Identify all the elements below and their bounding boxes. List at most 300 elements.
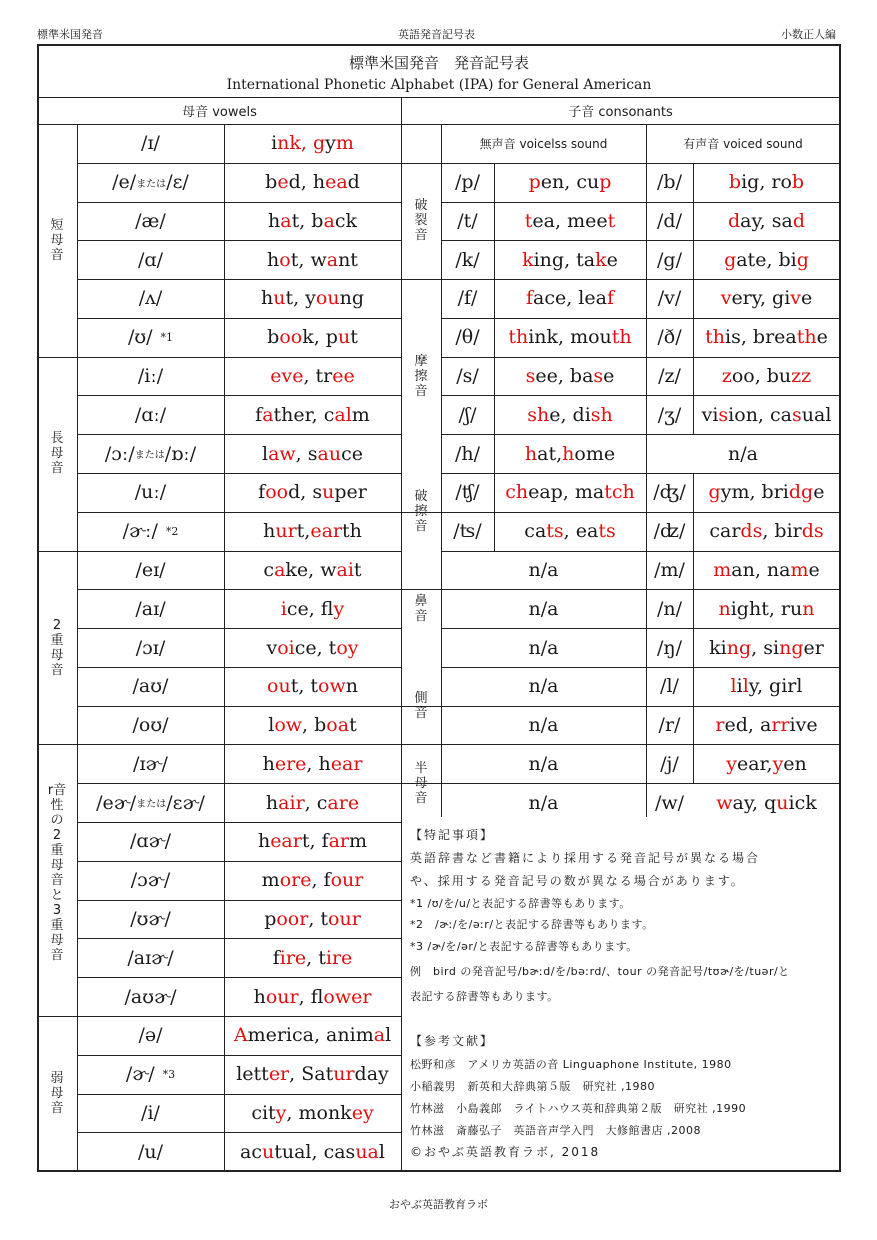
voiced-example <box>693 240 840 279</box>
ipa-symbol: /eɚ/ <box>96 791 137 814</box>
word-text: ay, q <box>732 791 777 814</box>
header-right: 小数正人編 <box>781 28 836 41</box>
highlight-letters: k <box>522 248 534 271</box>
word-text: f <box>258 481 266 504</box>
voiced-symbol <box>646 667 693 706</box>
vowel-example <box>224 434 401 473</box>
ipa-symbol: /ʃ/ <box>458 403 477 426</box>
highlight-letters: u <box>322 481 335 504</box>
vowel-example <box>224 395 401 434</box>
vowel-example <box>224 512 401 551</box>
highlight-letters: f <box>606 287 615 310</box>
voiced-example <box>693 744 840 783</box>
highlight-letters: u <box>273 287 286 310</box>
highlight-letters: ds <box>801 520 824 543</box>
highlight-letters: s <box>718 403 729 426</box>
highlight-letters: u <box>776 791 789 814</box>
note-line: 英語辞書など書籍により採用する発音記号が異なる場合 <box>410 851 761 865</box>
reference-line: 小稲義男 新英和大辞典第５版 研究社 ,1980 <box>410 1080 655 1093</box>
voiced-example <box>693 667 840 706</box>
word-text: ki <box>709 636 727 659</box>
voiced-example <box>693 706 840 745</box>
reference-line: 【参考文献】 <box>410 1034 495 1048</box>
highlight-letters: ow <box>274 714 303 737</box>
word-text: t <box>349 714 357 737</box>
highlight-letters: th <box>796 326 817 349</box>
ipa-symbol: /h/ <box>454 442 481 465</box>
reference-line: 竹林滋 斎藤弘子 英語音声学入門 大修館書店 ,2008 <box>410 1124 701 1137</box>
voiceless-symbol <box>441 279 494 318</box>
voiceless-example <box>494 473 646 512</box>
voiced-symbol <box>646 318 693 357</box>
ipa-symbol: /ə/ <box>138 1024 163 1047</box>
na-text: n/a <box>528 714 559 737</box>
ipa-symbol: /j/ <box>660 752 679 775</box>
vowel-example <box>224 240 401 279</box>
ipa-symbol: /ŋ/ <box>656 636 683 659</box>
word-text: , t <box>308 907 329 930</box>
word-text: nt <box>338 248 358 271</box>
vowel-symbol <box>77 1132 224 1171</box>
footnote-mark: *3 <box>162 1067 176 1081</box>
ipa-symbol: /ɔɪ/ <box>135 636 166 659</box>
ipa-symbol: /l/ <box>660 675 679 698</box>
highlight-letters: g <box>708 481 721 504</box>
highlight-letters: ear <box>330 752 363 775</box>
ipa-symbol: /aɪ/ <box>135 597 166 620</box>
highlight-letters: a <box>373 1024 386 1047</box>
ipa-symbol: /ʊɚ/ <box>130 907 171 930</box>
word-text: t, f <box>301 830 329 853</box>
not-applicable <box>441 744 646 783</box>
highlight-letters: p <box>528 171 541 194</box>
footnote-mark: *1 <box>160 330 174 344</box>
vowel-example <box>224 357 401 396</box>
voiceless-example <box>494 279 646 318</box>
voiceless-symbol <box>441 163 494 202</box>
highlight-letters: y <box>275 1101 287 1124</box>
highlight-letters: w <box>716 791 733 814</box>
highlight-letters: ee <box>332 365 355 388</box>
word-text: day <box>354 1063 389 1086</box>
word-text: h <box>262 752 275 775</box>
vowel-group-label: 弱母音 <box>50 1071 64 1116</box>
highlight-letters: ore <box>279 869 312 892</box>
word-text: vi <box>701 403 719 426</box>
highlight-letters: y <box>726 752 737 775</box>
title-english: International Phonetic Alphabet (IPA) for General American <box>226 77 652 93</box>
word-text: h <box>263 520 276 543</box>
highlight-letters: l <box>730 675 737 698</box>
ipa-symbol: /ʒ/ <box>657 403 682 426</box>
word-text: d <box>347 171 360 194</box>
voiced-example <box>693 202 840 241</box>
voiceless-symbol <box>441 473 494 512</box>
voiceless-symbol <box>441 395 494 434</box>
word-text: tual, cas <box>274 1140 356 1163</box>
voiceless-example <box>494 163 646 202</box>
highlight-letters: oa <box>326 714 350 737</box>
highlight-letters: r <box>715 714 725 737</box>
word-text: ear, <box>736 752 773 775</box>
highlight-letters: ur <box>275 520 297 543</box>
word-text: e <box>808 558 820 581</box>
ipa-symbol: /p/ <box>455 171 480 194</box>
ipa-symbol: /iː/ <box>137 365 164 388</box>
consonant-group-label: 破裂音 <box>414 198 428 244</box>
word-text: , monk <box>286 1101 352 1124</box>
vowel-example <box>224 628 401 667</box>
highlight-letters: p <box>599 171 612 194</box>
highlight-letters: ts <box>546 520 564 543</box>
word-text: y, girl <box>748 675 803 698</box>
title-japanese: 標準米国発音 発音記号表 <box>348 54 529 72</box>
word-text: f <box>255 403 263 426</box>
voiced-example <box>693 357 840 396</box>
ipa-symbol: /u/ <box>137 1140 164 1163</box>
word-text: ck <box>334 209 357 232</box>
consonant-group-label: 半母音 <box>414 760 428 806</box>
word-text: oo, bu <box>731 365 792 388</box>
voiced-symbol <box>646 202 693 241</box>
voiced-symbol <box>646 279 693 318</box>
voiced-example <box>693 395 840 434</box>
ipa-symbol: /θ/ <box>455 326 480 349</box>
ipa-symbol: /k/ <box>455 248 480 271</box>
highlight-letters: oor <box>276 907 309 930</box>
highlight-letters: our <box>328 907 361 930</box>
highlight-letters: k <box>595 248 607 271</box>
word-text: v <box>266 636 278 659</box>
vowel-group-label: 短母音 <box>50 217 64 263</box>
highlight-letters: s <box>791 403 802 426</box>
grid-line <box>401 97 402 1171</box>
vowel-example <box>224 744 401 783</box>
ipa-symbol: /ʌ/ <box>138 287 163 310</box>
consonant-group-label: 鼻音 <box>414 593 428 624</box>
word-text: ay, sa <box>740 209 793 232</box>
highlight-letters: th <box>705 326 725 349</box>
vowel-group-label: 2重母音 <box>50 617 64 678</box>
word-text: , h <box>306 752 331 775</box>
highlight-letters: ur <box>333 1063 355 1086</box>
vowel-symbol <box>77 395 224 434</box>
word-text: is, brea <box>725 326 797 349</box>
word-text: eap, ma <box>528 481 605 504</box>
ipa-symbol: /b/ <box>657 171 682 194</box>
vowel-symbol <box>77 473 224 512</box>
voiceless-symbol <box>441 318 494 357</box>
highlight-letters: ere <box>274 752 307 775</box>
ipa-symbol: /ʦ/ <box>453 520 482 543</box>
highlight-letters: u <box>337 326 351 349</box>
vowel-symbol <box>77 1016 224 1055</box>
word-text: ing, ta <box>533 248 596 271</box>
highlight-letters: oy <box>336 636 359 659</box>
highlight-letters: air <box>278 791 305 814</box>
ipa-symbol: /ʊ/ <box>127 326 153 349</box>
vowel-symbol <box>77 202 224 241</box>
ipa-symbol: /v/ <box>657 287 682 310</box>
voiceless-example <box>494 318 646 357</box>
word-text: y <box>325 132 336 155</box>
highlight-letters: zz <box>791 365 812 388</box>
voiced-example <box>693 783 840 822</box>
word-text: ce, fl <box>286 597 334 620</box>
reference-line: ©おやぶ英語教育ラボ, 2018 <box>410 1145 601 1159</box>
vowel-example <box>224 318 401 357</box>
word-text: e <box>603 365 615 388</box>
voiced-symbol <box>646 357 693 396</box>
voiceless-example <box>494 512 646 551</box>
word-text: h <box>260 287 274 310</box>
ipa-symbol: /ɚ/ <box>125 1063 155 1086</box>
word-text: , si <box>751 636 780 659</box>
ipa-symbol: /ɔɚ/ <box>130 869 171 892</box>
note-line: *1 /ʊ/を/u/と表記する辞書等もあります。 <box>410 897 631 910</box>
ipa-symbol: /ɛ/ <box>166 171 189 194</box>
ipa-symbol: /z/ <box>658 365 681 388</box>
vowel-example <box>224 861 401 900</box>
vowel-symbol <box>77 279 224 318</box>
word-text: ome <box>574 442 616 465</box>
word-text: ion, ca <box>728 403 792 426</box>
vowel-example <box>224 667 401 706</box>
header-left: 標準米国発音 <box>37 28 103 41</box>
highlight-letters: u <box>261 1140 275 1163</box>
ipa-symbol: /ɚː/ <box>122 520 158 543</box>
highlight-letters: ow <box>318 675 346 698</box>
ipa-symbol: /aʊɚ/ <box>124 985 177 1008</box>
word-text: ea, mee <box>532 209 608 232</box>
highlight-letters: ar <box>328 830 350 853</box>
ipa-symbol: /r/ <box>658 714 681 737</box>
na-text: n/a <box>528 791 559 814</box>
highlight-letters: h <box>562 442 575 465</box>
consonant-group-label: 破擦音 <box>414 489 428 535</box>
vowel-symbol <box>77 900 224 939</box>
highlight-letters: ts <box>598 520 616 543</box>
word-text: k, p <box>302 326 338 349</box>
highlight-letters: ear <box>270 830 302 853</box>
word-text: ed, a <box>724 714 772 737</box>
vowel-example <box>224 163 401 202</box>
highlight-letters: f <box>525 287 534 310</box>
word-text: e <box>816 326 828 349</box>
ipa-symbol: /t/ <box>457 209 478 232</box>
reference-line: 松野和彦 アメリカ英語の音 Linguaphone Institute, 1980 <box>410 1058 732 1071</box>
highlight-letters: s <box>525 365 536 388</box>
ipa-symbol: /f/ <box>457 287 478 310</box>
highlight-letters: g <box>796 248 809 271</box>
word-text: l <box>385 1024 392 1047</box>
ipa-symbol: /ɛɚ/ <box>166 791 205 814</box>
highlight-letters: ea <box>325 171 348 194</box>
not-applicable <box>441 667 646 706</box>
word-text: h <box>257 830 271 853</box>
na-text: n/a <box>528 597 559 620</box>
vowel-group-label: r音性の2重母音と3重母音 <box>47 782 67 963</box>
word-text: , b <box>302 714 327 737</box>
highlight-letters: eve <box>270 365 304 388</box>
voiceless-symbol <box>441 512 494 551</box>
ipa-symbol: /ɒː/ <box>164 442 197 465</box>
vowel-example <box>224 938 401 977</box>
highlight-letters: s <box>593 365 604 388</box>
vowel-symbol <box>77 551 224 590</box>
highlight-letters: ower <box>323 985 372 1008</box>
voiceless-example <box>494 395 646 434</box>
word-text: h <box>268 209 281 232</box>
highlight-letters: are <box>327 791 360 814</box>
note-line: *2 /ɚː/を/əːr/と表記する辞書等もあります。 <box>410 918 654 931</box>
ipa-symbol: /d/ <box>657 209 682 232</box>
word-text: t, w <box>290 248 327 271</box>
voiceless-symbol <box>441 240 494 279</box>
ipa-symbol: /w/ <box>654 791 685 814</box>
word-text: en <box>783 752 807 775</box>
word-text: t, b <box>291 209 324 232</box>
vowel-symbol <box>77 667 224 706</box>
highlight-letters: m <box>790 558 809 581</box>
word-text: , bir <box>762 520 802 543</box>
voiced-symbol <box>646 473 693 512</box>
word-text: e <box>801 287 813 310</box>
word-text: car <box>709 520 741 543</box>
highlight-letters: n <box>718 597 731 620</box>
vowel-example <box>224 589 401 628</box>
highlight-letters: nk, g <box>277 132 326 155</box>
ipa-symbol: /ʧ/ <box>455 481 480 504</box>
highlight-letters: a <box>262 403 274 426</box>
highlight-letters: g <box>724 248 737 271</box>
word-text: b <box>265 171 278 194</box>
word-text: ce, t <box>294 636 337 659</box>
voiceless-example <box>494 434 646 473</box>
voiced-example <box>693 512 840 551</box>
word-text: l <box>262 442 269 465</box>
voiced-symbol <box>646 163 693 202</box>
vowel-example <box>224 279 401 318</box>
ipa-symbol: /m/ <box>654 558 685 581</box>
highlight-letters: A <box>233 1024 248 1047</box>
word-text: , f <box>311 869 331 892</box>
ipa-symbol: /ɑ/ <box>138 248 163 271</box>
voiced-symbol <box>646 395 693 434</box>
word-text: , c <box>304 791 328 814</box>
vowel-symbol <box>77 822 224 861</box>
not-applicable <box>441 589 646 628</box>
voiced-example <box>693 279 840 318</box>
footnote-mark: *2 <box>165 524 179 538</box>
word-text: e <box>813 481 825 504</box>
ipa-symbol: /ð/ <box>657 326 682 349</box>
word-text: per <box>334 481 367 504</box>
word-text: f <box>272 946 280 969</box>
word-text: ick <box>788 791 817 814</box>
word-text: ate, bi <box>736 248 797 271</box>
word-text: , fl <box>298 985 324 1008</box>
vowel-group-label: 長母音 <box>50 431 64 477</box>
word-text: e <box>606 248 618 271</box>
word-text: ng <box>339 287 365 310</box>
highlight-letters: o <box>279 248 291 271</box>
vowel-example <box>224 202 401 241</box>
word-text: ther, c <box>273 403 335 426</box>
highlight-letters: z <box>721 365 732 388</box>
highlight-letters: ds <box>740 520 763 543</box>
not-applicable <box>441 628 646 667</box>
ipa-symbol: /aɪɚ/ <box>127 946 174 969</box>
note-line: 【特記事項】 <box>410 828 495 842</box>
vowel-example <box>224 783 401 822</box>
na-text: n/a <box>528 558 559 581</box>
voiced-symbol <box>646 589 693 628</box>
word-text: l <box>378 1140 385 1163</box>
highlight-letters: ey <box>351 1101 374 1124</box>
ipa-symbol: /ɑɚ/ <box>130 830 171 853</box>
word-text: d, h <box>288 171 326 194</box>
note-line: 表記する辞書等もあります。 <box>410 990 559 1003</box>
voiced-symbol <box>646 240 693 279</box>
vowel-symbol <box>77 1094 224 1133</box>
word-text: ce <box>341 442 363 465</box>
word-text: lett <box>236 1063 269 1086</box>
vowel-symbol <box>77 628 224 667</box>
footer: おやぶ英語教育ラボ <box>389 1198 488 1211</box>
highlight-letters: y <box>772 752 784 775</box>
word-text: i <box>736 675 743 698</box>
highlight-letters: a <box>326 248 339 271</box>
voiced-example <box>693 163 840 202</box>
vowel-symbol <box>77 1055 224 1094</box>
word-text: ive <box>789 714 818 737</box>
word-text: ca <box>524 520 547 543</box>
word-text: t <box>353 558 362 581</box>
vowel-example <box>224 473 401 512</box>
consonants-heading: 子音 consonants <box>568 105 673 120</box>
voiced-example <box>693 628 840 667</box>
highlight-letters: sh <box>527 403 550 426</box>
vowel-symbol <box>77 318 224 357</box>
word-text: an, na <box>731 558 791 581</box>
vowel-symbol <box>77 938 224 977</box>
highlight-letters: ire <box>325 946 353 969</box>
alternative-mark: または <box>136 799 167 811</box>
word-text: b <box>267 326 280 349</box>
word-text: c <box>263 558 275 581</box>
word-text: t <box>350 326 358 349</box>
alternative-mark: または <box>134 450 165 462</box>
ipa-symbol: /ʣ/ <box>653 520 686 543</box>
note-line: *3 /ɚ/を/ər/と表記する辞書等もあります。 <box>410 940 638 953</box>
not-applicable <box>441 706 646 745</box>
highlight-letters: ou <box>315 287 340 310</box>
ipa-symbol: /ɪɚ/ <box>133 752 168 775</box>
voiced-example <box>693 551 840 590</box>
highlight-letters: rr <box>771 714 790 737</box>
ipa-symbol: /æ/ <box>135 209 166 232</box>
vowel-symbol <box>77 977 224 1016</box>
ipa-symbol: /s/ <box>456 365 479 388</box>
word-text: ace, lea <box>533 287 607 310</box>
word-text: l <box>268 714 275 737</box>
ipa-symbol: /eɪ/ <box>135 558 166 581</box>
word-text: en, cu <box>540 171 600 194</box>
word-text: ee, ba <box>535 365 594 388</box>
word-text: ke, w <box>285 558 337 581</box>
word-text: , t <box>306 946 326 969</box>
